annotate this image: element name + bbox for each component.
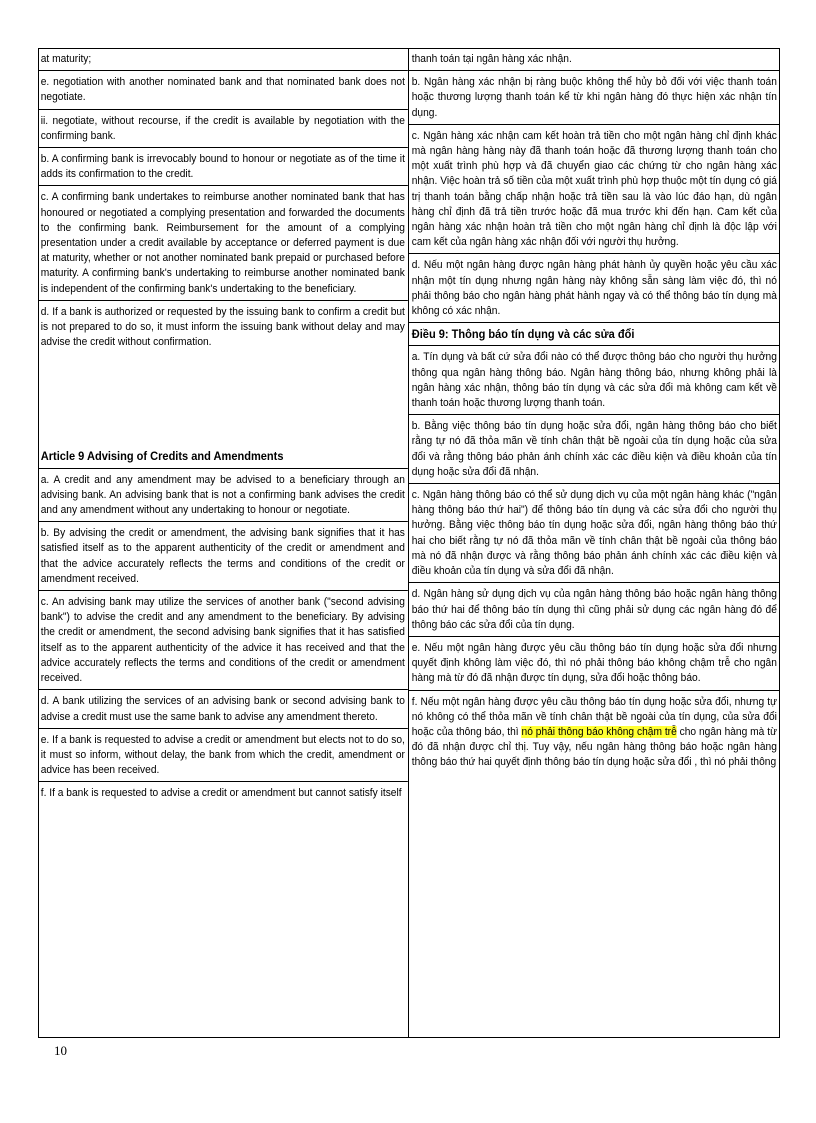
vi-article-heading: Điều 9: Thông báo tín dụng và các sửa đổi [409, 323, 780, 346]
en-paragraph-5: c. A confirming bank undertakes to reimburse another nominated bank that has honoured or negotiated a complying presentation and forwarded the documents to the confirming bank. Reimbursement for the amount of a complying presentation under a credit available by acceptance or deferred payment is due at maturity, whether or not another nominated bank prepaid or purchased before maturity. A confirming bank's undertaking to reimburse another nominated bank is independent of the confirming bank's undertaking to the beneficiary. [38, 186, 408, 300]
vi-paragraph-10 [409, 691, 780, 774]
vi-paragraph-8: d. Ngân hàng sử dụng dịch vụ của ngân hàng thông báo hoặc ngân hàng thông báo thứ hai để thông báo tín dụng thì cũng phải sử dụng các ngân hàng đó để thông báo các sửa đổi của tín dụng. [409, 583, 780, 637]
en-paragraph-12: f. If a bank is requested to advise a credit or amendment but cannot satisfy itself [40, 787, 402, 800]
en-spacer [38, 353, 408, 445]
vi-paragraph-4: d. Nếu một ngân hàng được ngân hàng phát hành ủy quyền hoặc yêu cầu xác nhận một tín dụng nhưng ngân hàng này không sẵn sàng làm việc đó, thì nó phải thông báo cho ngân hàng phát hành ngay và có thể thông báo tín dụng mà không có xác nhận. [409, 254, 780, 323]
vi-paragraph-2: b. Ngân hàng xác nhận bị ràng buộc không thể hủy bỏ đối với việc thanh toán hoặc thương lượng thanh toán kể từ khi ngân hàng đó thực hiện xác nhận tín dụng. [409, 71, 780, 125]
vi-last-text-after: cho ngân hàng mà từ đó đã nhận được chỉ thị. Tuy vậy, nếu ngân hàng thông báo hoặc ngân hàng thông báo thứ hai quyết định thông báo tín dụng hoặc sửa đổi , thì nó phải thông [411, 725, 777, 769]
en-paragraph-9: c. An advising bank may utilize the services of another bank ("second advising bank") to advise the credit and any amendment to the beneficiary. By advising the credit or amendment, the second advising bank signifies that it has satisfied itself as to the apparent authenticity of the advice it has received and that the advice accurately reflects the terms and conditions of the credit or amendment received. [38, 591, 408, 690]
vi-last-text-before: f. Nếu một ngân hàng được yêu cầu thông báo tín dụng hoặc sửa đổi, nhưng tự nó không có thể thỏa mãn về tính chân thật bề ngoài của tín dụng, của sửa đổi hoặc của thông báo, thì [411, 695, 777, 738]
en-paragraph-2: e. negotiation with another nominated bank and that nominated bank does not negotiate. [38, 71, 408, 109]
vi-paragraph-6: b. Bằng việc thông báo tín dụng hoặc sửa đổi, ngân hàng thông báo cho biết rằng tự nó đã thỏa mãn về tính chân thật bề ngoài của tín dụng hoặc của sửa đổi và rằng thông báo phản ánh chính xác các điều kiện và điều khoản của tín dụng hoặc sửa đổi đã nhận. [409, 415, 780, 484]
en-paragraph-10: d. A bank utilizing the services of an advising bank or second advising bank to advise a credit must use the same bank to advise any amendment thereto. [38, 690, 408, 728]
en-paragraph-3: ii. negotiate, without recourse, if the credit is available by negotiation with the confirming bank. [38, 110, 408, 148]
page-number: 10 [54, 1043, 67, 1058]
en-article-heading: Article 9 Advising of Credits and Amendments [38, 445, 408, 468]
en-paragraph-11: e. If a bank is requested to advise a credit or amendment but elects not to do so, it must so inform, without delay, the bank from which the credit, amendment or advice has been received. [38, 729, 408, 783]
vi-paragraph-1: thanh toán tại ngân hàng xác nhận. [409, 48, 780, 71]
en-paragraph-1: at maturity; [38, 48, 408, 71]
vi-paragraph-9: e. Nếu một ngân hàng được yêu cầu thông báo tín dụng hoặc sửa đổi nhưng quyết định không làm việc đó, thì nó phải thông báo không chậm trễ cho ngân hàng mà từ đó đã nhận được tín dụng, sửa đổi hoặc thông báo. [409, 637, 780, 691]
highlighted-text: nó phải thông báo không chậm trễ [521, 725, 677, 738]
en-paragraph-6: d. If a bank is authorized or requested by the issuing bank to confirm a credit but is not prepared to do so, it must inform the issuing bank without delay and may advise the credit without confirmation. [40, 305, 405, 349]
en-paragraph-4: b. A confirming bank is irrevocably bound to honour or negotiate as of the time it adds its confirmation to the credit. [38, 148, 408, 186]
vi-paragraph-3: c. Ngân hàng xác nhận cam kết hoàn trả tiền cho một ngân hàng chỉ định khác mà ngân hàng hàng này đã thanh toán hoặc đã thương lượng thanh toán cho một xuất trình phù hợp và đã chuyển giao các chứng từ cho ngân hàng xác nhận. Việc hoàn trả số tiền của một xuất trình phù hợp thuộc một tín dụng có giá trị thanh toán bằng chấp nhận hoặc trả tiền sau là vào lúc đáo hạn, dù ngân hàng chỉ định đã trả tiền trước hoặc đã mua trước khi đến hạn. Cam kết của ngân hàng xác nhận hoàn trả tiền cho một ngân hàng chỉ định là độc lập với cam kết của ngân hàng xác nhận đối với người thụ hưởng. [409, 125, 780, 255]
vietnamese-column [409, 48, 780, 1038]
en-paragraph-8: b. By advising the credit or amendment, the advising bank signifies that it has satisfied itself as to the apparent authenticity of the credit or amendment and that the advice accurately reflects the terms and conditions of the credit or amendment received. [38, 522, 408, 591]
vi-paragraph-5: a. Tín dụng và bất cứ sửa đổi nào có thể được thông báo cho người thụ hưởng thông qua ngân hàng thông báo. Ngân hàng thông báo, nhưng không phải là ngân hàng xác nhận, thông báo tín dụng và các sửa đổi mà không cam kết về thanh toán hoặc thương lượng thanh toán. [409, 346, 780, 415]
en-paragraph-7: a. A credit and any amendment may be advised to a beneficiary through an advising bank. An advising bank that is not a confirming bank advises the credit and any amendment without any undertaking to honour or negotiate. [38, 469, 408, 523]
english-column [38, 48, 408, 1038]
vi-paragraph-7: c. Ngân hàng thông báo có thể sử dụng dịch vụ của một ngân hàng khác ("ngân hàng thông báo thứ hai") để thông báo tín dụng và các sửa đổi cho người thụ hưởng. Bằng việc thông báo tín dụng hoặc sửa đổi, ngân hàng thông báo thứ hai cho biết rằng tự nó đã thỏa mãn về tính chân thật bề ngoài của thông báo mà nó đã nhận được và rằng thông báo phản ánh chính xác các điều kiện và điều khoản của tín dụng và sửa đổi đã nhận. [409, 484, 780, 583]
